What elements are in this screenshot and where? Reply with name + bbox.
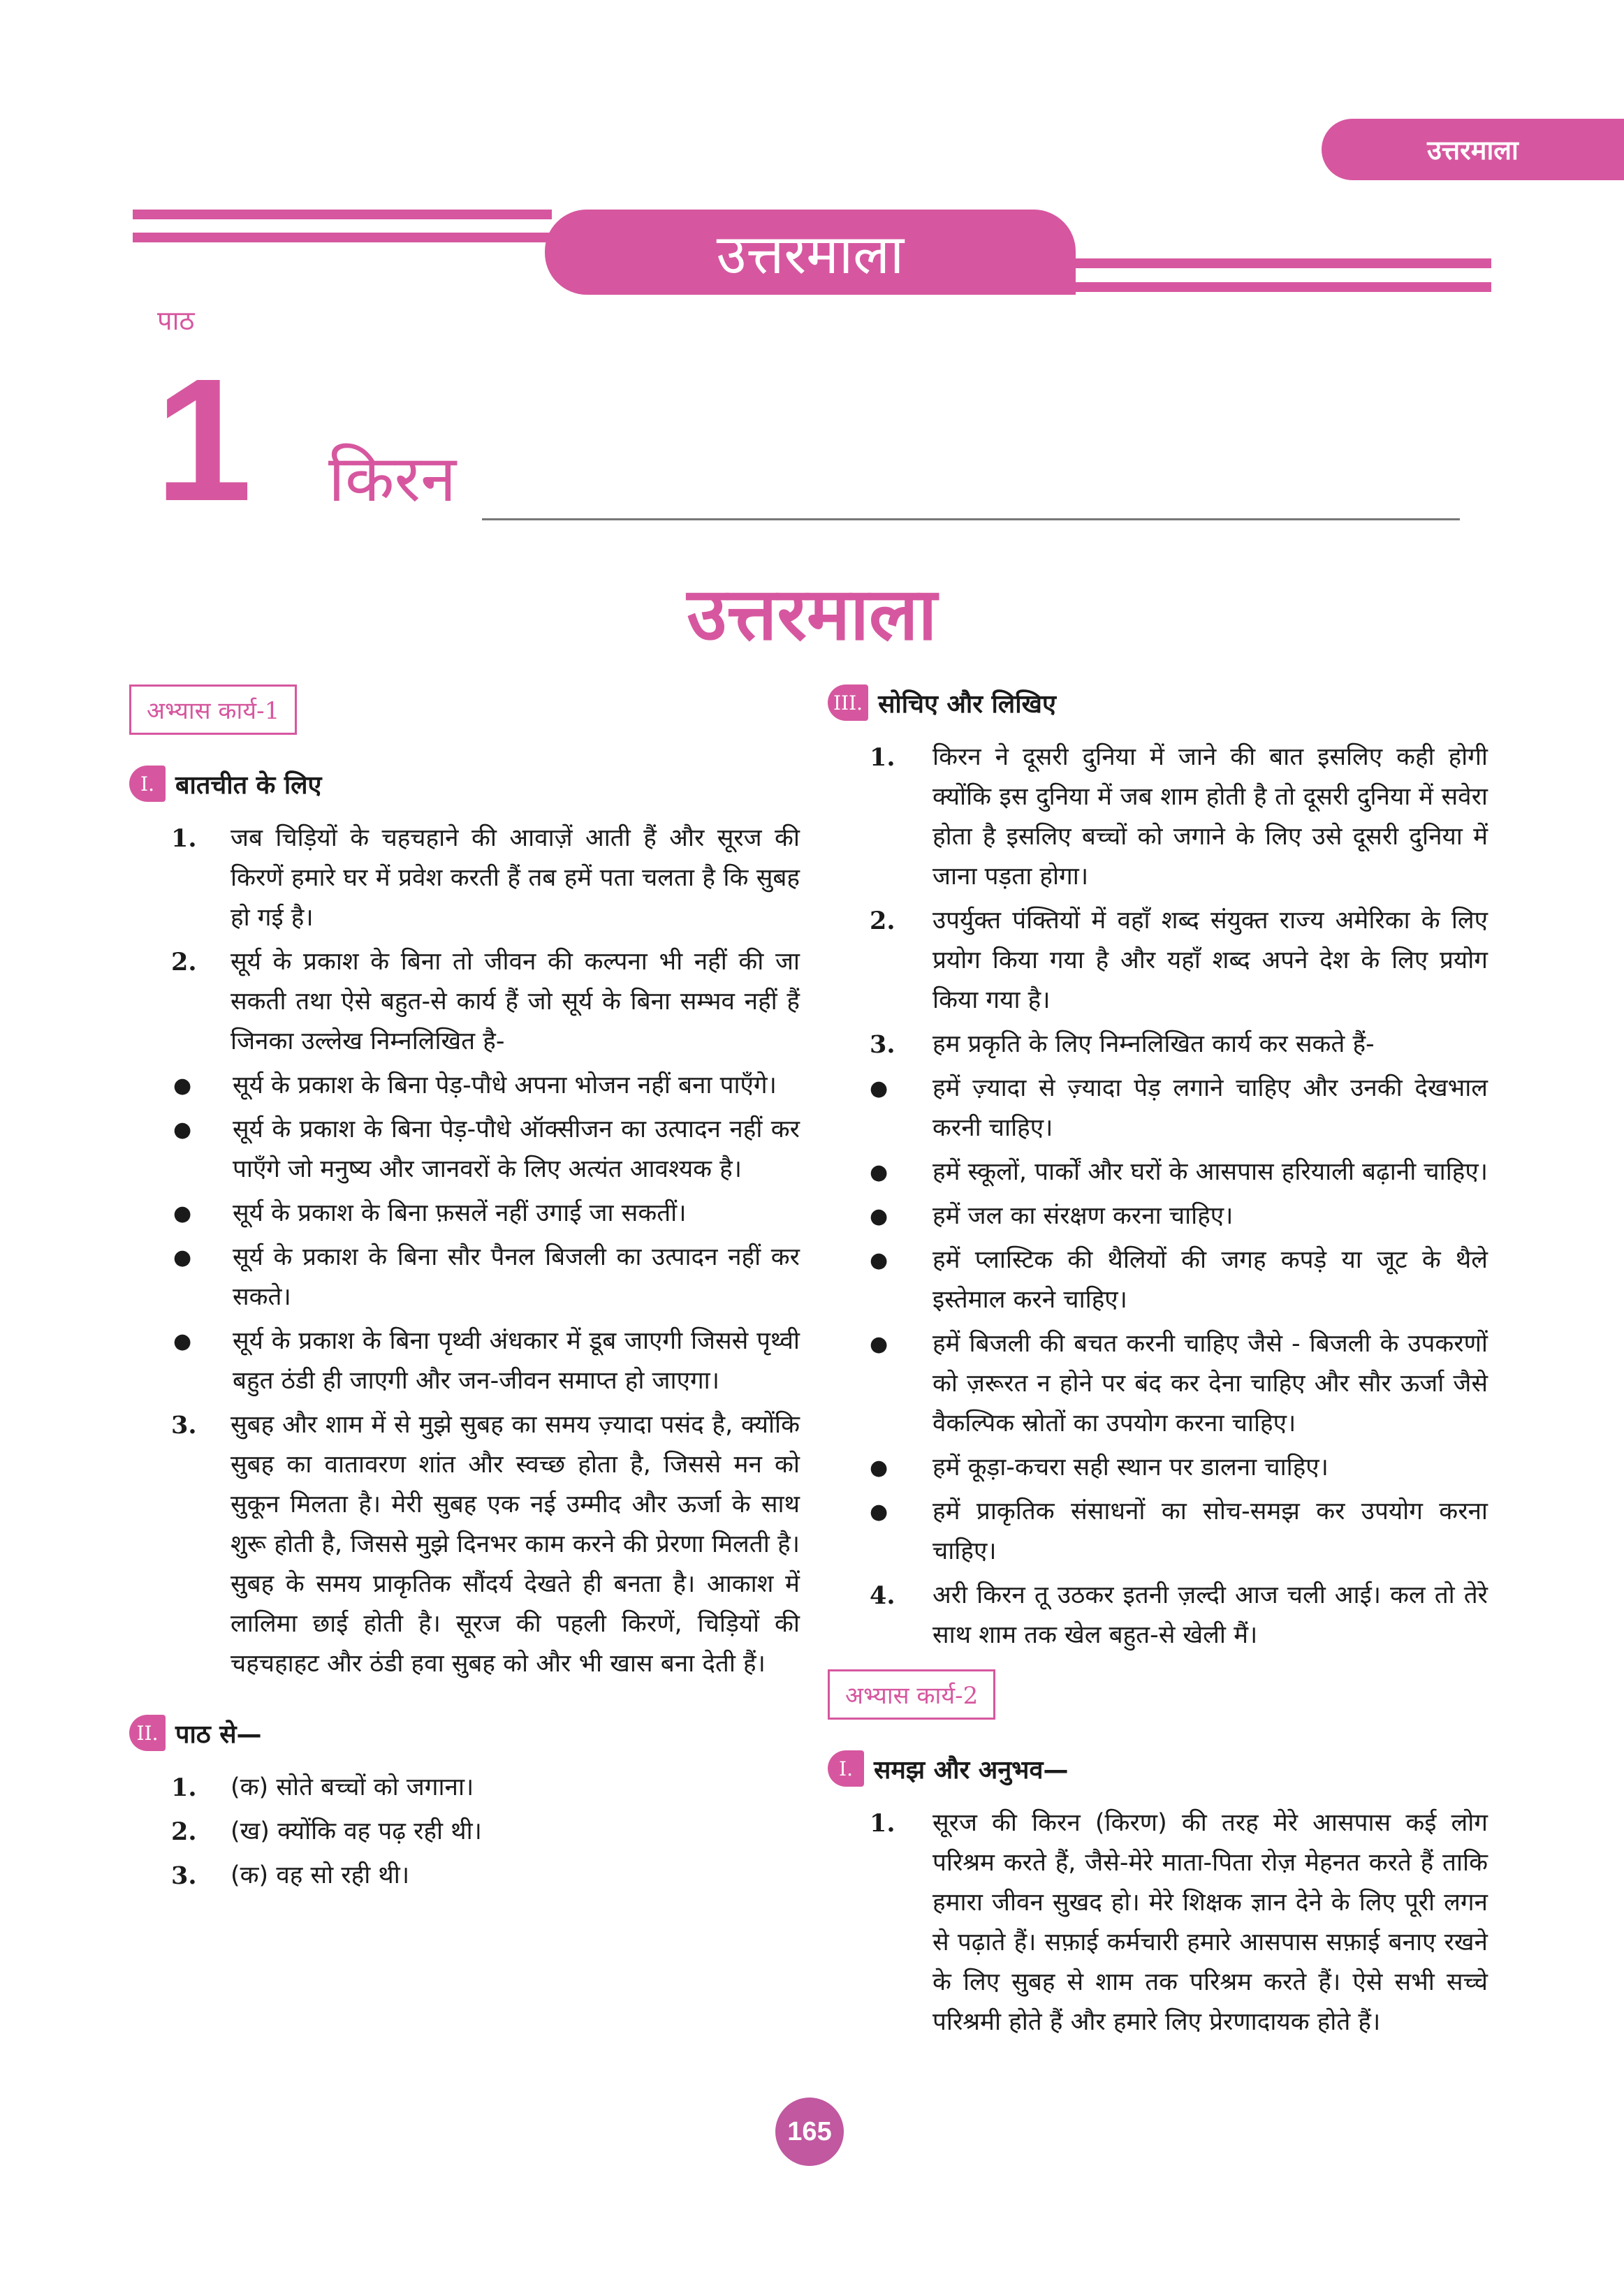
item-text: हमें बिजली की बचत करनी चाहिए जैसे - बिजली के उपकरणों को ज़रूरत न होने पर बंद कर देना चाहिए और सौर ऊर्जा जैसे वैकल्पिक स्रोतों का उपयोग करना चाहिए। [932, 1330, 1488, 1437]
section-4-list [828, 1803, 1488, 2042]
lesson-title: किरन [328, 441, 457, 516]
item-text: हमें ज़्यादा से ज़्यादा पेड़ लगाने चाहिए और उनकी देखभाल करनी चाहिए। [932, 1074, 1488, 1142]
activity-2-heading: अभ्यास कार्य-2 [828, 1669, 995, 1720]
item-mark: 2. [171, 948, 197, 976]
item-mark: 1. [870, 743, 895, 772]
item-text: सूर्य के प्रकाश के बिना तो जीवन की कल्पना भी नहीं की जा सकती तथा ऐसे बहुत-से कार्य हैं जो सूर्य के बिना सम्भव नहीं हैं जिनका उल्लेख निम्नलिखित है- [231, 948, 800, 1055]
list-item [828, 1069, 1488, 1148]
list-item [828, 1492, 1488, 1572]
section-title: पाठ से— [175, 1720, 262, 1749]
section-2-list [129, 1768, 800, 1896]
list-item [828, 1152, 1488, 1192]
item-text: जब चिड़ियों के चहचहाने की आवाज़ें आती हैं और सूरज की किरणें हमारे घर में प्रवेश करती हैं तब हमें पता चलता है कि सुबह हो गई है। [231, 824, 800, 932]
list-item [129, 1194, 800, 1233]
section-title: बातचीत के लिए [175, 770, 322, 800]
activity-1-heading: अभ्यास कार्य-1 [129, 685, 297, 735]
item-mark: ● [870, 1456, 888, 1480]
list-item [129, 942, 800, 1062]
item-text: हमें स्कूलों, पार्कों और घरों के आसपास हरियाली बढ़ानी चाहिए। [932, 1158, 1488, 1186]
header-bar-left-top [133, 210, 552, 219]
item-text: अरी किरन तू उठकर इतनी ज़ल्दी आज चली आई। कल तो तेरे साथ शाम तक खेल बहुत-से खेली मैं। [932, 1581, 1488, 1649]
section-understanding [828, 1750, 1488, 1787]
left-column [129, 685, 800, 1900]
item-mark: 1. [870, 1809, 895, 1838]
section-from-lesson [129, 1715, 800, 1751]
item-text: सूरज की किरन (किरण) की तरह मेरे आसपास कई लोग परिश्रम करते हैं, जैसे-मेरे माता-पिता रोज़ मेहनत करते हैं ताकि हमारा जीवन सुखद हो। मेरे शिक्षक ज्ञान देने के लिए पूरी लगन से पढ़ाते हैं। सफ़ाई कर्मचारी हमारे आसपास सफ़ाई बनाए रखने के लिए सुबह से शाम तक परिश्रम करते हैं। ऐसे सभी सच्चे परिश्रमी होते हैं और हमारे लिए प्रेरणादायक होते हैं। [932, 1809, 1488, 2036]
item-text: (ख) क्योंकि वह पढ़ रही थी। [231, 1817, 482, 1845]
item-text: सूर्य के प्रकाश के बिना सौर पैनल बिजली का उत्पादन नहीं कर सकते। [233, 1243, 800, 1311]
list-item [129, 1066, 800, 1106]
list-item [129, 1812, 800, 1852]
list-item [129, 1856, 800, 1896]
item-text: (क) सोते बच्चों को जगाना। [231, 1773, 474, 1801]
item-text: सूर्य के प्रकाश के बिना फ़सलें नहीं उगाई जा सकतीं। [233, 1199, 687, 1227]
item-text: हमें कूड़ा-कचरा सही स्थान पर डालना चाहिए। [932, 1454, 1329, 1481]
section-badge: II. [129, 1715, 166, 1751]
section-1-list [129, 819, 800, 1684]
item-mark: 3. [171, 1861, 197, 1890]
item-mark: 3. [870, 1030, 895, 1059]
list-item [828, 1196, 1488, 1236]
list-item [129, 1322, 800, 1401]
section-conversation [129, 766, 800, 802]
list-item [828, 1025, 1488, 1064]
section-badge: I. [828, 1750, 864, 1787]
item-mark: ● [173, 1074, 192, 1098]
section-badge: III. [828, 685, 868, 721]
item-mark: ● [870, 1332, 888, 1356]
section-3-list [828, 738, 1488, 1655]
item-mark: 2. [870, 907, 895, 935]
lesson-label: पाठ [157, 305, 195, 336]
item-mark: 1. [171, 1773, 197, 1802]
item-mark: ● [870, 1160, 888, 1185]
title-underline [482, 518, 1460, 520]
item-text: सूर्य के प्रकाश के बिना पेड़-पौधे अपना भोजन नहीं बना पाएँगे। [233, 1071, 777, 1099]
main-heading: उत्तरमाला [687, 571, 937, 657]
item-mark: ● [173, 1245, 192, 1270]
section-think-and-write [828, 685, 1488, 721]
list-item [129, 1768, 800, 1808]
item-text: (क) वह सो रही थी। [231, 1861, 410, 1889]
item-mark: ● [870, 1248, 888, 1273]
section-badge: I. [129, 766, 166, 802]
section-title: समझ और अनुभव— [874, 1755, 1069, 1785]
item-mark: 1. [171, 824, 197, 853]
page-number: 165 [775, 2098, 844, 2166]
item-text: सूर्य के प्रकाश के बिना पृथ्वी अंधकार में डूब जाएगी जिससे पृथ्वी बहुत ठंडी ही जाएगी और जन-जीवन समाप्त हो जाएगा। [233, 1327, 800, 1395]
list-item [828, 1576, 1488, 1655]
header-bar-right-1 [1069, 258, 1491, 268]
lesson-number: 1 [155, 342, 253, 537]
item-text: हमें प्राकृतिक संसाधनों का सोच-समझ कर उपयोग करना चाहिए। [932, 1498, 1488, 1565]
list-item [828, 1240, 1488, 1320]
list-item [129, 1238, 800, 1317]
item-mark: ● [870, 1500, 888, 1524]
list-item [129, 1110, 800, 1189]
header-bar-right-2 [1069, 282, 1491, 292]
list-item [129, 1405, 800, 1684]
list-item [828, 1448, 1488, 1488]
running-header-tab: उत्तरमाला [1322, 119, 1624, 180]
item-mark: ● [173, 1329, 192, 1354]
list-item [828, 1324, 1488, 1444]
item-text: हमें जल का संरक्षण करना चाहिए। [932, 1202, 1234, 1230]
item-mark: ● [870, 1076, 888, 1101]
item-text: सूर्य के प्रकाश के बिना पेड़-पौधे ऑक्सीजन का उत्पादन नहीं कर पाएँगे जो मनुष्य और जानवरों के लिए अत्यंत आवश्यक है। [233, 1115, 800, 1183]
item-mark: ● [173, 1118, 192, 1142]
item-text: उपर्युक्त पंक्तियों में वहाँ शब्द संयुक्त राज्य अमेरिका के लिए प्रयोग किया गया है और यहाँ शब्द अपने देश के लिए प्रयोग किया गया है। [932, 907, 1488, 1014]
list-item [828, 738, 1488, 897]
header-bar-left-bottom [133, 233, 552, 242]
list-item [129, 819, 800, 938]
item-mark: 2. [171, 1817, 197, 1846]
item-mark: ● [870, 1204, 888, 1229]
right-column [828, 685, 1488, 2047]
item-mark: ● [173, 1201, 192, 1226]
item-text: सुबह और शाम में से मुझे सुबह का समय ज़्यादा पसंद है, क्योंकि सुबह का वातावरण शांत और स्वच्छ होता है, जिससे मन को सुकून मिलता है। मेरी सुबह एक नई उम्मीद और ऊर्जा के साथ शुरू होती है, जिससे मुझे दिनभर काम करने की प्रेरणा मिलती है। सुबह के समय प्राकृतिक सौंदर्य देखते ही बनता है। आकाश में लालिमा छाई होती है। सूरज की पहली किरणें, चिड़ियों की चहचहाहट और ठंडी हवा सुबह को और भी खास बना देती हैं। [231, 1411, 800, 1678]
section-title: सोचिए और लिखिए [878, 689, 1056, 719]
banner-title: उत्तरमाला [545, 210, 1076, 295]
list-item [828, 1803, 1488, 2042]
item-mark: 3. [171, 1411, 197, 1440]
list-item [828, 901, 1488, 1020]
item-mark: 4. [870, 1581, 895, 1610]
item-text: हमें प्लास्टिक की थैलियों की जगह कपड़े या जूट के थैले इस्तेमाल करने चाहिए। [932, 1246, 1488, 1314]
item-text: किरन ने दूसरी दुनिया में जाने की बात इसलिए कही होगी क्योंकि इस दुनिया में जब शाम होती है तो दूसरी दुनिया में सवेरा होता है इसलिए बच्चों को जगाने के लिए उसे दूसरी दुनिया में जाना पड़ता होगा। [932, 743, 1488, 891]
item-text: हम प्रकृति के लिए निम्नलिखित कार्य कर सकते हैं- [932, 1030, 1375, 1058]
